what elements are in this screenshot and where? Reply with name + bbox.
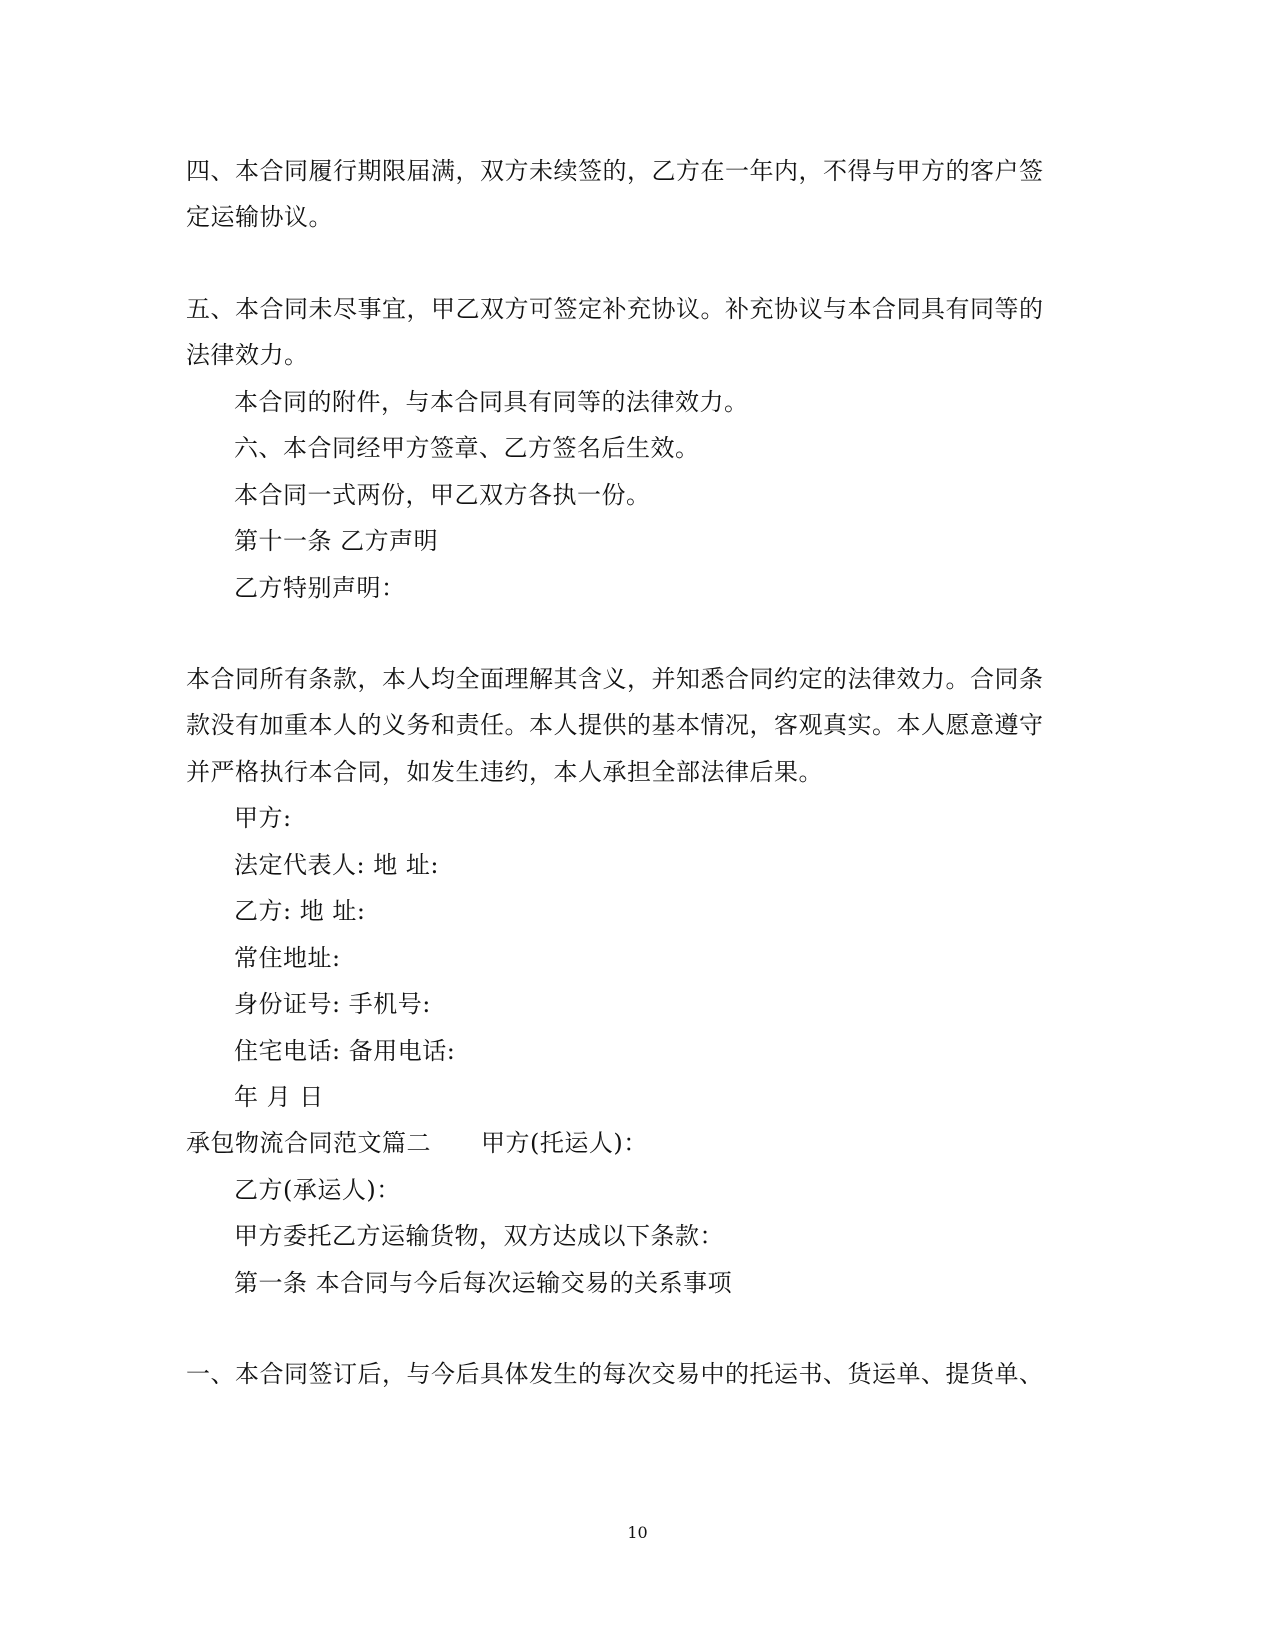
- home-phone-field: 住宅电话: 备用电话:: [234, 1037, 456, 1065]
- entrust-line: 甲方委托乙方运输货物，双方达成以下条款：: [234, 1222, 724, 1250]
- residence-field: 常住地址:: [234, 944, 341, 972]
- party-b-field: 乙方: 地 址:: [234, 897, 366, 925]
- date-field: 年 月 日: [234, 1083, 324, 1111]
- article-11-heading: 第十一条 乙方声明: [234, 527, 439, 555]
- page-number: 10: [627, 1523, 648, 1542]
- clause-4-line-2: 定运输协议。: [186, 203, 333, 231]
- annex-line: 本合同的附件，与本合同具有同等的法律效力。: [234, 388, 749, 416]
- item-1-line: 一、本合同签订后，与今后具体发生的每次交易中的托运书、货运单、提货单、: [186, 1360, 1044, 1388]
- statement-line-3: 并严格执行本合同，如发生违约，本人承担全部法律后果。: [186, 758, 823, 786]
- article-1-heading: 第一条 本合同与今后每次运输交易的关系事项: [234, 1269, 733, 1297]
- copies-line: 本合同一式两份，甲乙双方各执一份。: [234, 481, 651, 509]
- special-statement-label: 乙方特别声明：: [234, 574, 406, 602]
- contract-two-title-line: [186, 1128, 648, 1158]
- contract-two-title: 承包物流合同范文篇二: [186, 1129, 431, 1157]
- party-b-carrier-field: 乙方(承运人)：: [234, 1176, 401, 1204]
- clause-6-line: 六、本合同经甲方签章、乙方签名后生效。: [234, 434, 700, 462]
- party-a-shipper-field: 甲方(托运人)：: [481, 1129, 648, 1157]
- id-phone-field: 身份证号: 手机号:: [234, 990, 431, 1018]
- statement-line-1: 本合同所有条款，本人均全面理解其含义，并知悉合同约定的法律效力。合同条: [186, 665, 1044, 693]
- clause-5-line-1: 五、本合同未尽事宜，甲乙双方可签定补充协议。补充协议与本合同具有同等的: [186, 295, 1044, 323]
- clause-4-line-1: 四、本合同履行期限届满，双方未续签的，乙方在一年内，不得与甲方的客户签: [186, 157, 1044, 185]
- statement-line-2: 款没有加重本人的义务和责任。本人提供的基本情况，客观真实。本人愿意遵守: [186, 711, 1044, 739]
- clause-5-line-2: 法律效力。: [186, 341, 309, 369]
- legal-rep-field: 法定代表人: 地 址:: [234, 851, 439, 879]
- party-a-field: 甲方:: [234, 804, 292, 832]
